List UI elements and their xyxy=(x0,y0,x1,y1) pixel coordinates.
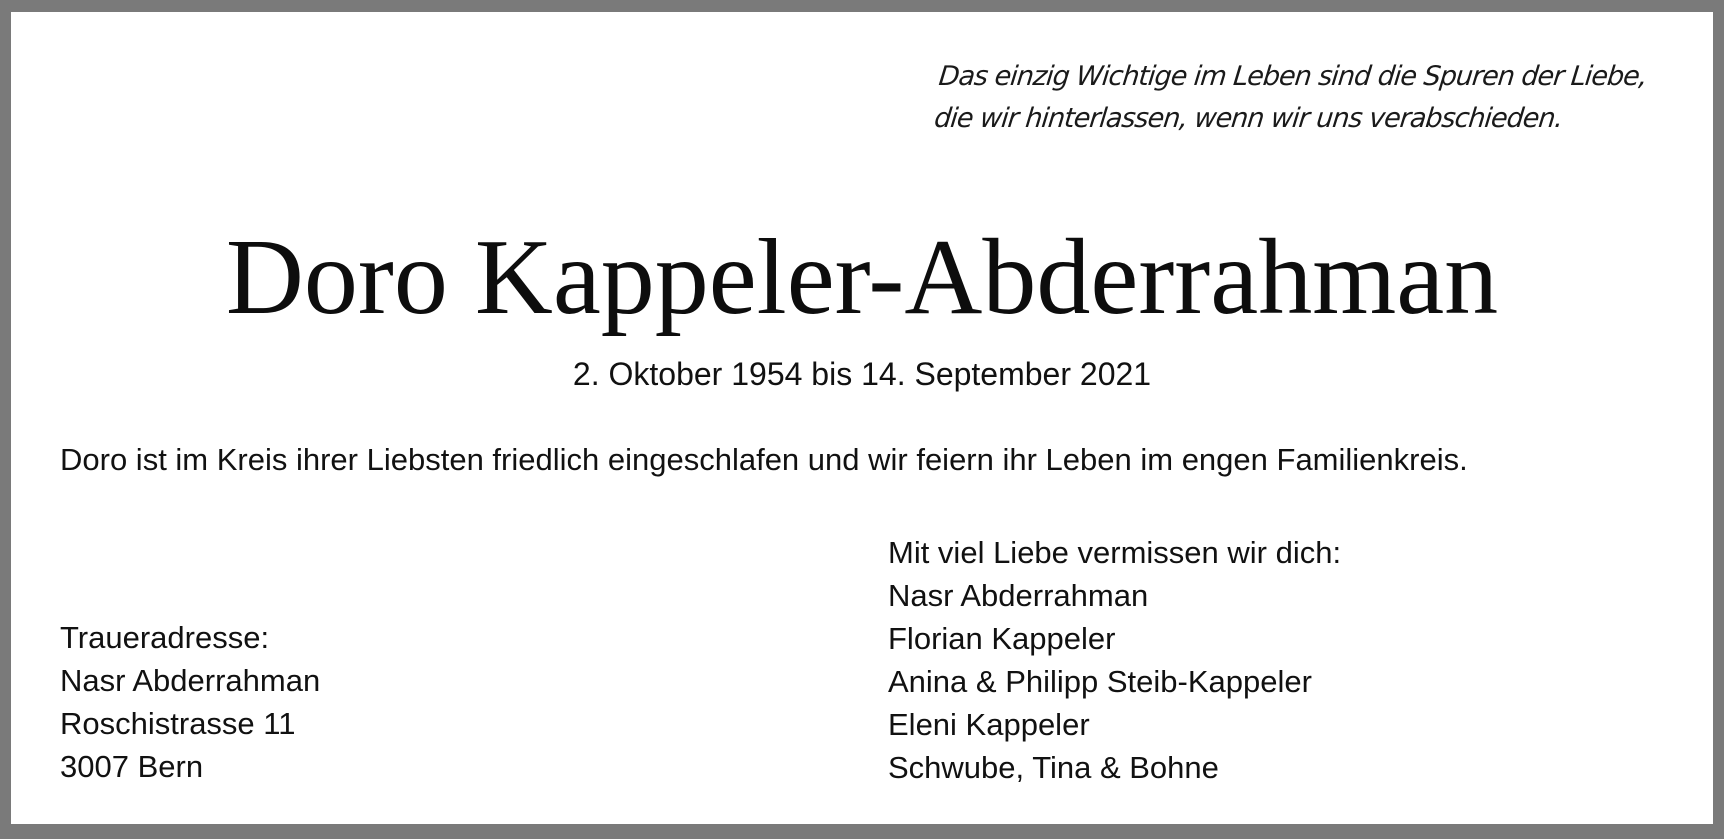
mourner-name: Eleni Kappeler xyxy=(888,707,1090,742)
life-dates: 2. Oktober 1954 bis 14. September 2021 xyxy=(572,356,1152,392)
obituary-notice xyxy=(11,12,1713,824)
deceased-name: Doro Kappeler-Abderrahman xyxy=(225,218,1499,337)
mourning-address xyxy=(60,616,320,788)
quote-line: die wir hinterlassen, wenn wir uns verabschieden. xyxy=(932,103,1564,134)
address-line: Roschistrasse 11 xyxy=(60,706,296,741)
quote-line: Das einzig Wichtige im Leben sind die Spuren der Liebe, xyxy=(937,61,1649,92)
intro-text: Doro ist im Kreis ihrer Liebsten friedlich eingeschlafen und wir feiern ihr Leben im engen Familienkreis. xyxy=(60,442,1468,477)
mourner-name: Florian Kappeler xyxy=(888,621,1116,656)
mourners-heading: Mit viel Liebe vermissen wir dich: xyxy=(888,535,1342,570)
mourners-list xyxy=(888,531,1341,789)
mourner-name: Anina & Philipp Steib-Kappeler xyxy=(888,664,1312,699)
mourner-name: Schwube, Tina & Bohne xyxy=(888,750,1219,785)
mourner-name: Nasr Abderrahman xyxy=(888,578,1149,613)
address-line: 3007 Bern xyxy=(60,749,204,784)
address-line: Nasr Abderrahman xyxy=(60,663,321,698)
memorial-quote xyxy=(932,56,1681,140)
address-heading: Traueradresse: xyxy=(60,620,270,655)
